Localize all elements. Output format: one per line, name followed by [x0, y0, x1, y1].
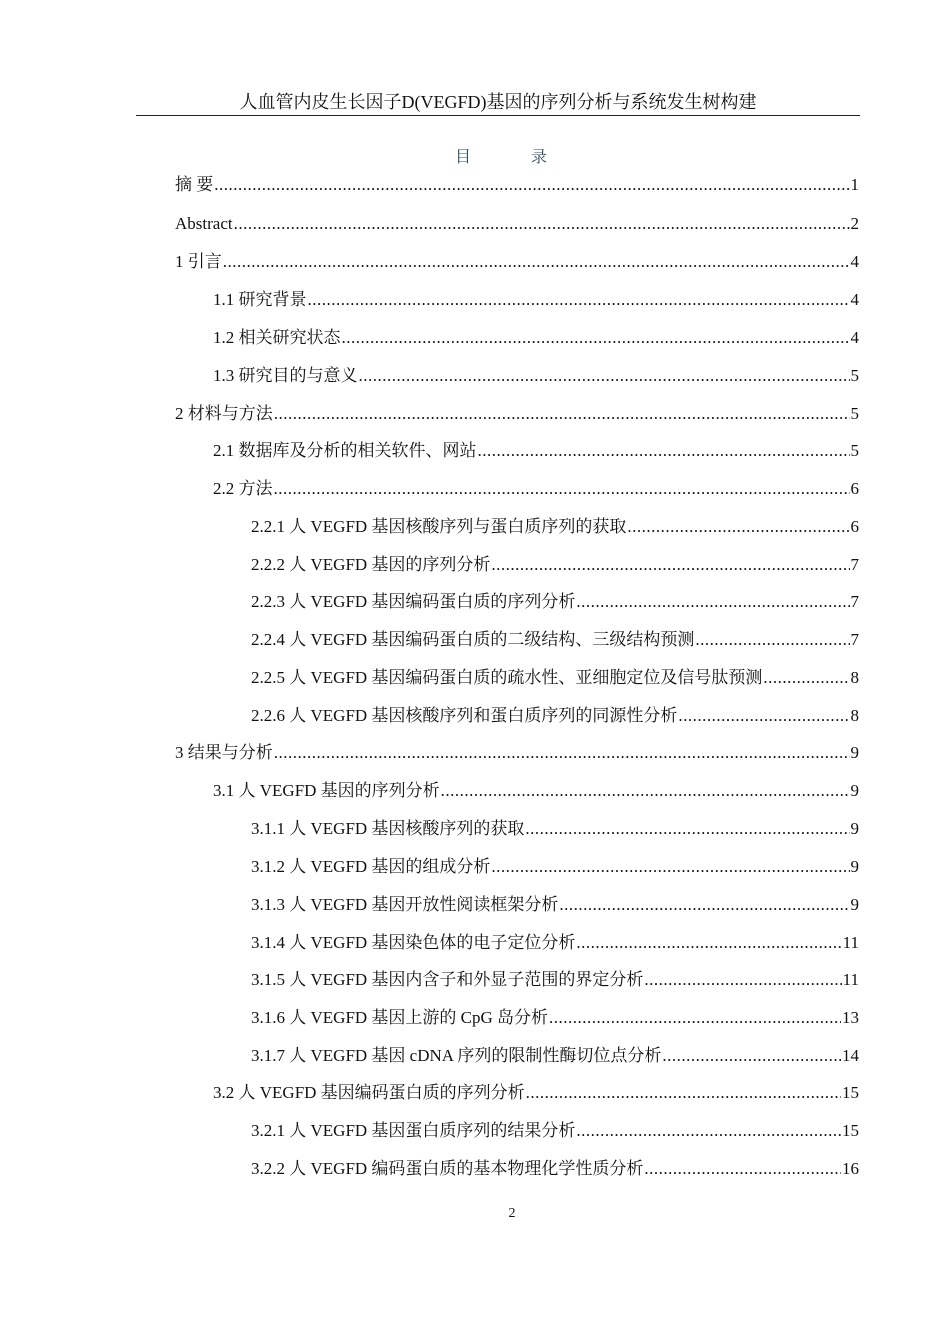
- toc-entry[interactable]: [213, 1082, 859, 1104]
- toc-entry-page: 7: [850, 555, 859, 574]
- toc-entry-label: 3.1.4 人 VEGFD 基因染色体的电子定位分析: [251, 933, 576, 952]
- toc-entry-page: 7: [850, 630, 859, 649]
- toc-entry-page: 13: [842, 1008, 859, 1027]
- toc-entry[interactable]: [175, 403, 859, 425]
- toc-entry-label: 1.3 研究目的与意义: [213, 366, 358, 385]
- toc-leader-dots: [525, 818, 849, 840]
- toc-entry[interactable]: [251, 856, 859, 878]
- toc-entry-page: 11: [842, 933, 859, 952]
- toc-entry[interactable]: [213, 289, 859, 311]
- toc-entry[interactable]: [251, 932, 859, 954]
- toc-leader-dots: [559, 894, 849, 916]
- toc-entry-label: 3.1.3 人 VEGFD 基因开放性阅读框架分析: [251, 895, 559, 914]
- toc-entry-page: 6: [850, 479, 859, 498]
- toc-entry-label: 2.2.3 人 VEGFD 基因编码蛋白质的序列分析: [251, 592, 576, 611]
- toc-entry-label: Abstract: [175, 214, 233, 233]
- toc-entry[interactable]: [251, 894, 859, 916]
- toc-entry-label: 1.2 相关研究状态: [213, 328, 341, 347]
- toc-entry-page: 14: [842, 1046, 859, 1065]
- toc-entry-page: 4: [850, 252, 859, 271]
- toc-entry-label: 1.1 研究背景: [213, 290, 307, 309]
- toc-entry[interactable]: [251, 629, 859, 651]
- toc-entry-page: 9: [850, 895, 859, 914]
- toc-entry[interactable]: [251, 818, 859, 840]
- toc-entry[interactable]: [175, 174, 859, 196]
- toc-entry-label: 3.2 人 VEGFD 基因编码蛋白质的序列分析: [213, 1083, 525, 1102]
- toc-entry[interactable]: [251, 667, 859, 689]
- toc-entry-label: 2.1 数据库及分析的相关软件、网站: [213, 441, 477, 460]
- toc-entry-page: 9: [850, 857, 859, 876]
- toc-leader-dots: [274, 478, 850, 500]
- toc-leader-dots: [526, 1082, 841, 1104]
- toc-entry[interactable]: [213, 478, 859, 500]
- page-number: 2: [508, 1206, 516, 1221]
- toc-entry[interactable]: [175, 251, 859, 273]
- toc-entry-page: 2: [850, 214, 859, 233]
- toc-entry-label: 2.2.4 人 VEGFD 基因编码蛋白质的二级结构、三级结构预测: [251, 630, 695, 649]
- toc-leader-dots: [359, 365, 850, 387]
- toc-leader-dots: [644, 1158, 841, 1180]
- toc-leader-dots: [308, 289, 850, 311]
- toc-leader-dots: [478, 440, 850, 462]
- toc-entry[interactable]: [251, 1007, 859, 1029]
- toc-entry[interactable]: [251, 1120, 859, 1142]
- toc-entry-page: 15: [842, 1121, 859, 1140]
- toc-entry-page: 9: [850, 819, 859, 838]
- toc-leader-dots: [441, 780, 850, 802]
- toc-entry[interactable]: [251, 591, 859, 613]
- toc-entry-label: 3.1.5 人 VEGFD 基因内含子和外显子范围的界定分析: [251, 970, 644, 989]
- running-header: 人血管内皮生长因子D(VEGFD)基因的序列分析与系统发生树构建: [239, 92, 757, 112]
- toc-leader-dots: [342, 327, 850, 349]
- toc-entry-page: 11: [842, 970, 859, 989]
- toc-entry-label: 2 材料与方法: [175, 404, 273, 423]
- toc-entry[interactable]: [213, 440, 859, 462]
- toc-leader-dots: [644, 969, 841, 991]
- toc-leader-dots: [662, 1045, 841, 1067]
- toc-leader-dots: [274, 403, 850, 425]
- toc-leader-dots: [576, 1120, 841, 1142]
- toc-entry[interactable]: [213, 780, 859, 802]
- toc-entry[interactable]: [175, 213, 859, 235]
- toc-leader-dots: [627, 516, 849, 538]
- toc-entry-label: 2.2 方法: [213, 479, 273, 498]
- toc-entry-label: 3 结果与分析: [175, 743, 273, 762]
- toc-entry-label: 3.1.6 人 VEGFD 基因上游的 CpG 岛分析: [251, 1008, 549, 1027]
- header-rule: [136, 115, 860, 116]
- toc-leader-dots: [763, 667, 849, 689]
- toc-entry-page: 6: [850, 517, 859, 536]
- toc-entry[interactable]: [251, 1158, 859, 1180]
- toc-leader-dots: [576, 591, 849, 613]
- toc-entry-label: 3.1.7 人 VEGFD 基因 cDNA 序列的限制性酶切位点分析: [251, 1046, 662, 1065]
- toc-entry[interactable]: [251, 516, 859, 538]
- toc-entry-page: 5: [850, 366, 859, 385]
- toc-entry-page: 16: [842, 1159, 859, 1178]
- toc-entry-label: 2.2.2 人 VEGFD 基因的序列分析: [251, 555, 491, 574]
- toc-entry-page: 4: [850, 290, 859, 309]
- toc-entry-page: 7: [850, 592, 859, 611]
- toc-entry[interactable]: [251, 705, 859, 727]
- toc-leader-dots: [576, 932, 841, 954]
- toc-entry-label: 3.1.1 人 VEGFD 基因核酸序列的获取: [251, 819, 525, 838]
- toc-leader-dots: [274, 742, 850, 764]
- toc-leader-dots: [678, 705, 849, 727]
- toc-entry-label: 2.2.6 人 VEGFD 基因核酸序列和蛋白质序列的同源性分析: [251, 706, 678, 725]
- toc-entry[interactable]: [175, 742, 859, 764]
- toc-entry[interactable]: [213, 327, 859, 349]
- toc-leader-dots: [695, 629, 849, 651]
- toc-entry[interactable]: [251, 554, 859, 576]
- toc-entry-label: 3.2.1 人 VEGFD 基因蛋白质序列的结果分析: [251, 1121, 576, 1140]
- toc-entry-label: 摘 要: [175, 175, 214, 194]
- toc-entry-label: 3.1 人 VEGFD 基因的序列分析: [213, 781, 440, 800]
- toc-entry-page: 1: [850, 175, 859, 194]
- toc-leader-dots: [214, 174, 849, 196]
- toc-entry-page: 4: [850, 328, 859, 347]
- toc-entry[interactable]: [251, 1045, 859, 1067]
- toc-entry[interactable]: [213, 365, 859, 387]
- toc-entry-page: 8: [850, 668, 859, 687]
- toc-entry-label: 3.2.2 人 VEGFD 编码蛋白质的基本物理化学性质分析: [251, 1159, 644, 1178]
- toc-entry-label: 2.2.5 人 VEGFD 基因编码蛋白质的疏水性、亚细胞定位及信号肽预测: [251, 668, 763, 687]
- toc-entry-page: 5: [850, 441, 859, 460]
- toc-entry-page: 5: [850, 404, 859, 423]
- toc-leader-dots: [223, 251, 850, 273]
- toc-entry-page: 8: [850, 706, 859, 725]
- toc-entry-page: 15: [842, 1083, 859, 1102]
- toc-title: 目 录: [454, 149, 575, 166]
- toc-leader-dots: [491, 554, 849, 576]
- toc-entry-label: 1 引言: [175, 252, 222, 271]
- toc-entry[interactable]: [251, 969, 859, 991]
- toc-leader-dots: [549, 1007, 841, 1029]
- toc-entry-label: 3.1.2 人 VEGFD 基因的组成分析: [251, 857, 491, 876]
- toc-entry-label: 2.2.1 人 VEGFD 基因核酸序列与蛋白质序列的获取: [251, 517, 627, 536]
- toc-entry-page: 9: [850, 781, 859, 800]
- toc-leader-dots: [234, 213, 850, 235]
- toc-leader-dots: [491, 856, 849, 878]
- toc-entry-page: 9: [850, 743, 859, 762]
